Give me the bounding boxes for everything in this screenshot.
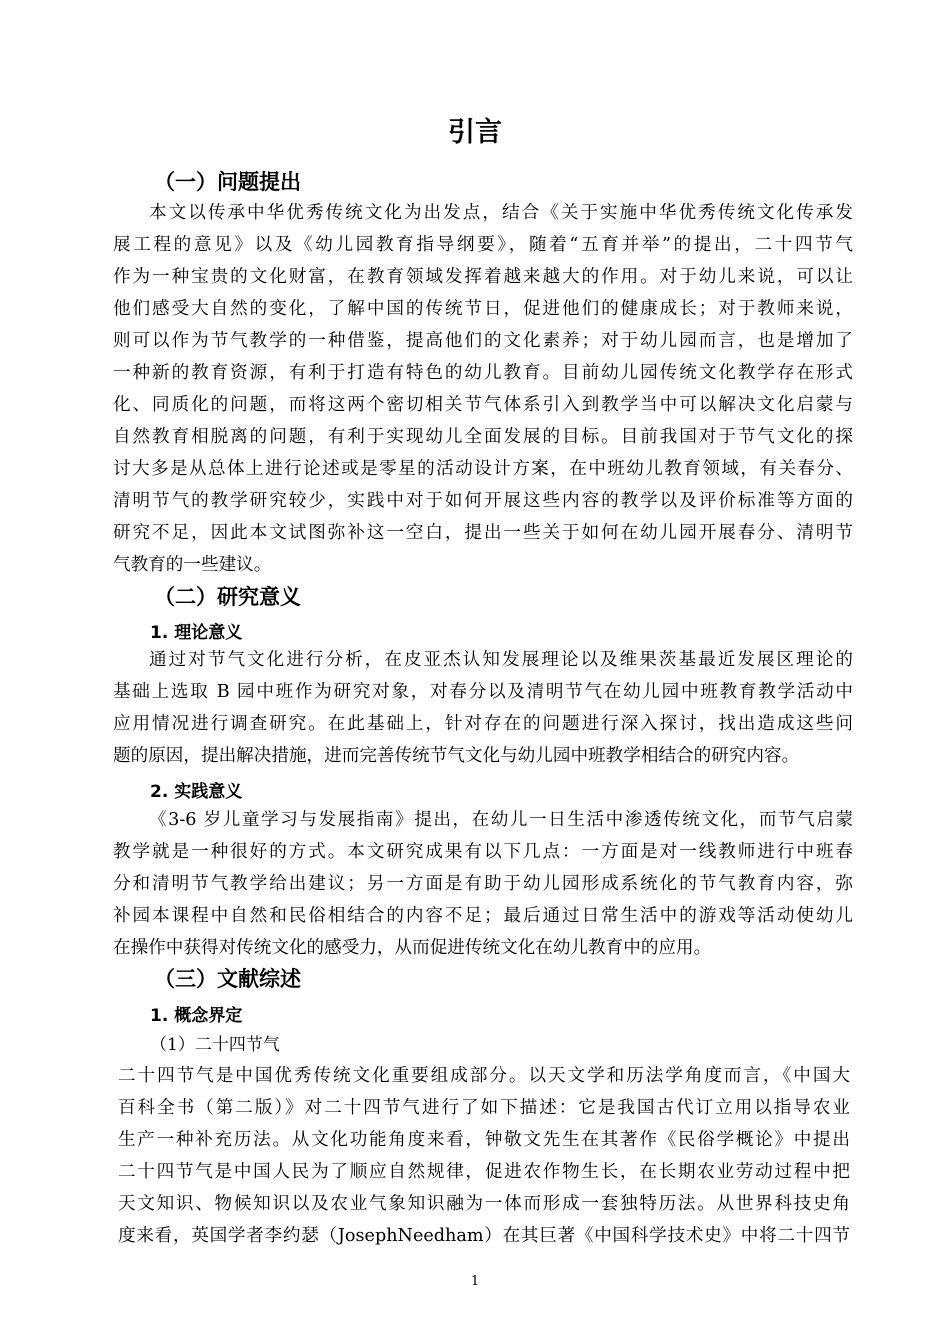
text-line: 一种新的教育资源，有利于打造有特色的幼儿教育。目前幼儿园传统文化教学存在形式 (113, 363, 853, 383)
text-line: 题的原因，提出解决措施，进而完善传统节气文化与幼儿园中班教学相结合的研究内容。 (113, 746, 800, 766)
text-line: 补园本课程中自然和民俗相结合的内容不足；最后通过日常生活中的游戏等活动使幼儿 (113, 906, 853, 926)
text-line: 通过对节气文化进行分析，在皮亚杰认知发展理论以及维果茨基最近发展区理论的 (149, 650, 853, 670)
text-line: 生产一种补充历法。从文化功能角度来看，钟敬文先生在其著作《民俗学概论》中提出 (118, 1130, 850, 1150)
text-line: 他们感受大自然的变化，了解中国的传统节日，促进他们的健康成长；对于教师来说， (113, 299, 853, 319)
text-line: 自然教育相脱离的问题，有利于实现幼儿全面发展的目标。目前我国对于节气文化的探 (113, 427, 853, 447)
text-line: 展工程的意见》以及《幼儿园教育指导纲要》，随着“五育并举”的提出，二十四节气 (113, 235, 853, 255)
text-line: 本文以传承中华优秀传统文化为出发点，结合《关于实施中华优秀传统文化传承发 (149, 203, 853, 223)
subheading-definition: 1. 概念界定 (150, 1006, 243, 1026)
text-line: 度来看，英国学者李约瑟（JosephNeedham）在其巨著《中国科学技术史》中将二十四节 (118, 1226, 850, 1246)
text-line: 二十四节气是中国人民为了顺应自然规律，促进农作物生长，在长期农业劳动过程中把 (118, 1162, 850, 1182)
item-solar-terms: （1）二十四节气 (150, 1035, 280, 1055)
subheading-theory: 1. 理论意义 (150, 623, 243, 643)
text-line: 清明节气的教学研究较少，实践中对于如何开展这些内容的教学以及评价标准等方面的 (113, 491, 853, 511)
paragraph-problem (113, 197, 853, 581)
text-line: 在操作中获得对传统文化的感受力，从而促进传统文化在幼儿教育中的应用。 (113, 938, 712, 958)
text-line: 研究不足，因此本文试图弥补这一空白，提出一些关于如何在幼儿园开展春分、清明节 (113, 523, 853, 543)
text-line: 《3-6 岁儿童学习与发展指南》提出，在幼儿一日生活中渗透传统文化，而节气启蒙 (149, 810, 853, 830)
text-line: 化、同质化的问题，而将这两个密切相关节气体系引入到教学当中可以解决文化启蒙与 (113, 395, 853, 415)
text-line: 二十四节气是中国优秀传统文化重要组成部分。以天文学和历法学角度而言，《中国大 (118, 1066, 850, 1086)
text-line: 分和清明节气教学给出建议；另一方面是有助于幼儿园形成系统化的节气教育内容，弥 (113, 874, 853, 894)
paragraph-theory (113, 644, 853, 772)
section-heading-significance: （二）研究意义 (154, 585, 301, 609)
text-line: 讨大多是从总体上进行论述或是零星的活动设计方案，在中班幼儿教育领域，有关春分、 (113, 459, 853, 479)
text-line: 教学就是一种很好的方式。本文研究成果有以下几点：一方面是对一线教师进行中班春 (113, 842, 853, 862)
text-line: 作为一种宝贵的文化财富，在教育领域发挥着越来越大的作用。对于幼儿来说，可以让 (113, 267, 853, 287)
text-line: 应用情况进行调查研究。在此基础上，针对存在的问题进行深入探讨，找出造成这些问 (113, 714, 853, 734)
section-heading-problem: （一）问题提出 (154, 170, 301, 194)
page-title: 引言 (448, 117, 502, 148)
paragraph-solar-terms (118, 1060, 850, 1252)
section-heading-literature: （三）文献综述 (154, 967, 301, 991)
text-line: 天文知识、物候知识以及农业气象知识融为一体而形成一套独特历法。从世界科技史角 (118, 1194, 850, 1214)
page-number: 1 (470, 1274, 480, 1289)
text-line: 百科全书（第二版）》对二十四节气进行了如下描述：它是我国古代订立用以指导农业 (118, 1098, 850, 1118)
text-line: 则可以作为节气教学的一种借鉴，提高他们的文化素养；对于幼儿园而言，也是增加了 (113, 331, 853, 351)
text-line: 气教育的一些建议。 (113, 555, 272, 575)
subheading-practice: 2. 实践意义 (150, 782, 243, 802)
text-line: 基础上选取 B 园中班作为研究对象，对春分以及清明节气在幼儿园中班教育教学活动中 (113, 682, 853, 702)
paragraph-practice (113, 804, 853, 964)
